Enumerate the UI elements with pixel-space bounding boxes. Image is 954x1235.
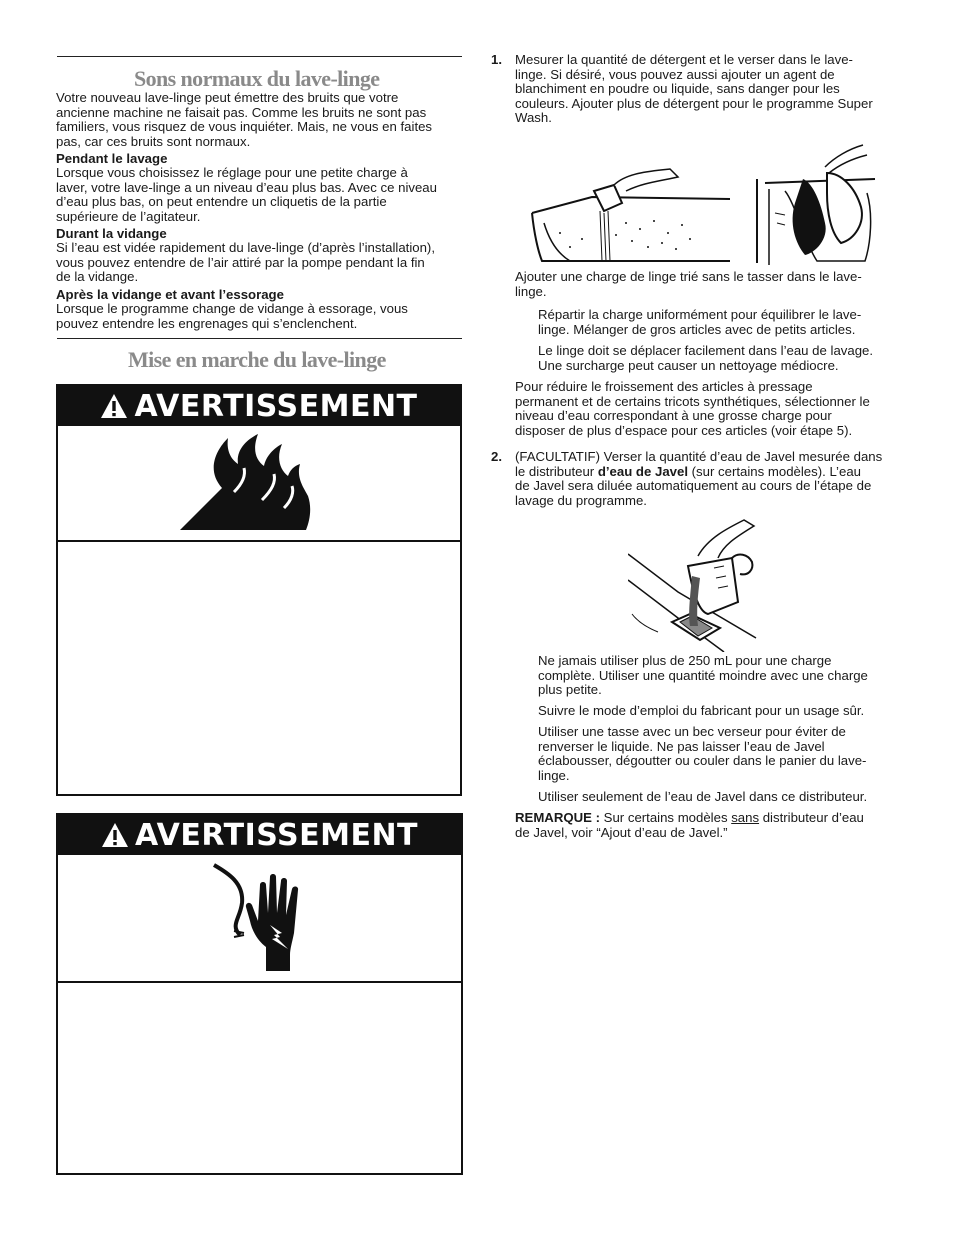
paragraph-pendant-lavage: Lorsque vous choisissez le réglage pour une petite charge à laver, votre lave-linge a un niveau d’eau plus bas. Avec ce niveau d’eau plus bas, on peut entendre un cliquetis de la partie supérieure de l’agitateur. xyxy=(56,165,437,224)
remark-note: REMARQUE : Sur certains modèles sans distributeur d’eau de Javel, voir “Ajout d’eau de Javel.” xyxy=(515,810,864,840)
subheading-durant-vidange: Durant la vidange xyxy=(56,226,167,241)
step-2-text: (FACULTATIF) Verser la quantité d’eau de Javel mesurée dans le distributeur d’eau de Javel (sur certains modèles). L’eau de Javel sera diluée automatiquement au cours de l’étape de lavage du programme. xyxy=(515,449,883,508)
step-1-number: 1. xyxy=(491,52,502,67)
subheading-pendant-lavage: Pendant le lavage xyxy=(56,151,168,166)
section-title-sons: Sons normaux du lave-linge xyxy=(134,66,380,91)
step-1-after-images: Ajouter une charge de linge trié sans le tasser dans le lave- linge. xyxy=(515,269,862,299)
warning-box-electrical xyxy=(56,813,463,1175)
intro-paragraph: Votre nouveau lave-linge peut émettre des bruits que votre ancienne machine ne faisait pas. Comme les bruits ne sont pas familiers, vous risquez de vous inquiéter. Mais, ne vous en faites pas, car ces bruits sont normaux. xyxy=(56,90,433,149)
step-1-text: Mesurer la quantité de détergent et le verser dans le lave- linge. Si désiré, vous pouvez aussi ajouter un agent de blanchiment en poudre ou liquide, sans danger pour les couleurs. Ajouter plus de détergent pour le programme Super Wash. xyxy=(515,52,873,126)
section-title-mise-en-marche: Mise en marche du lave-linge xyxy=(128,347,386,372)
subheading-apres-vidange: Après la vidange et avant l’essorage xyxy=(56,287,284,302)
step-2-tip-2: Suivre le mode d’emploi du fabricant pour un usage sûr. xyxy=(538,703,865,718)
detergent-pour-illustration xyxy=(530,163,740,263)
warning-box-fire xyxy=(56,384,462,796)
fire-hazard-icon xyxy=(176,430,316,530)
paragraph-apres-vidange: Lorsque le programme change de vidange à essorage, vous pouvez entendre les engrenages qui s’enclenchent. xyxy=(56,301,408,331)
step-2-tip-3: Utiliser une tasse avec un bec verseur pour éviter de renverser le liquide. Ne pas laisser l’eau de Javel éclabousser, dégoutter ou couler dans le panier du lave- linge. xyxy=(538,724,867,783)
top-rule xyxy=(57,56,462,57)
step-1-paragraph: Pour réduire le froissement des articles à pressage permanent et de certains tricots synthétiques, sélectionner le niveau d’eau correspondant à une grosse charge pour disposer de plus d’espace pour ces articles (voir étape 5). xyxy=(515,379,870,438)
warning-divider xyxy=(58,981,461,983)
paragraph-durant-vidange: Si l’eau est vidée rapidement du lave-linge (d’après l’installation), vous pouvez entendre de l’air attiré par la pompe pendant la fin de la vidange. xyxy=(56,240,435,285)
electrical-shock-icon xyxy=(208,863,318,975)
warning-title: AVERTISSEMENT xyxy=(134,388,418,424)
bleach-pour-illustration xyxy=(628,518,758,652)
step-2-tip-4: Utiliser seulement de l’eau de Javel dans ce distributeur. xyxy=(538,789,868,804)
warning-triangle-icon xyxy=(100,393,128,419)
warning-divider xyxy=(58,540,460,542)
warning-banner xyxy=(58,386,460,426)
load-clothes-illustration xyxy=(755,143,880,265)
step-1-tip-2: Le linge doit se déplacer facilement dans l’eau de lavage. Une surcharge peut causer un nettoyage médiocre. xyxy=(538,343,874,373)
step-2-number: 2. xyxy=(491,449,502,464)
warning-triangle-icon xyxy=(101,822,129,848)
warning-banner xyxy=(58,815,461,855)
section-rule xyxy=(57,338,462,339)
step-2-tip-1: Ne jamais utiliser plus de 250 mL pour une charge complète. Utiliser une quantité moindre avec une charge plus petite. xyxy=(538,653,868,698)
warning-title: AVERTISSEMENT xyxy=(134,817,419,853)
step-1-tip-1: Répartir la charge uniformément pour équilibrer le lave- linge. Mélanger de gros articles avec de petits articles. xyxy=(538,307,862,337)
